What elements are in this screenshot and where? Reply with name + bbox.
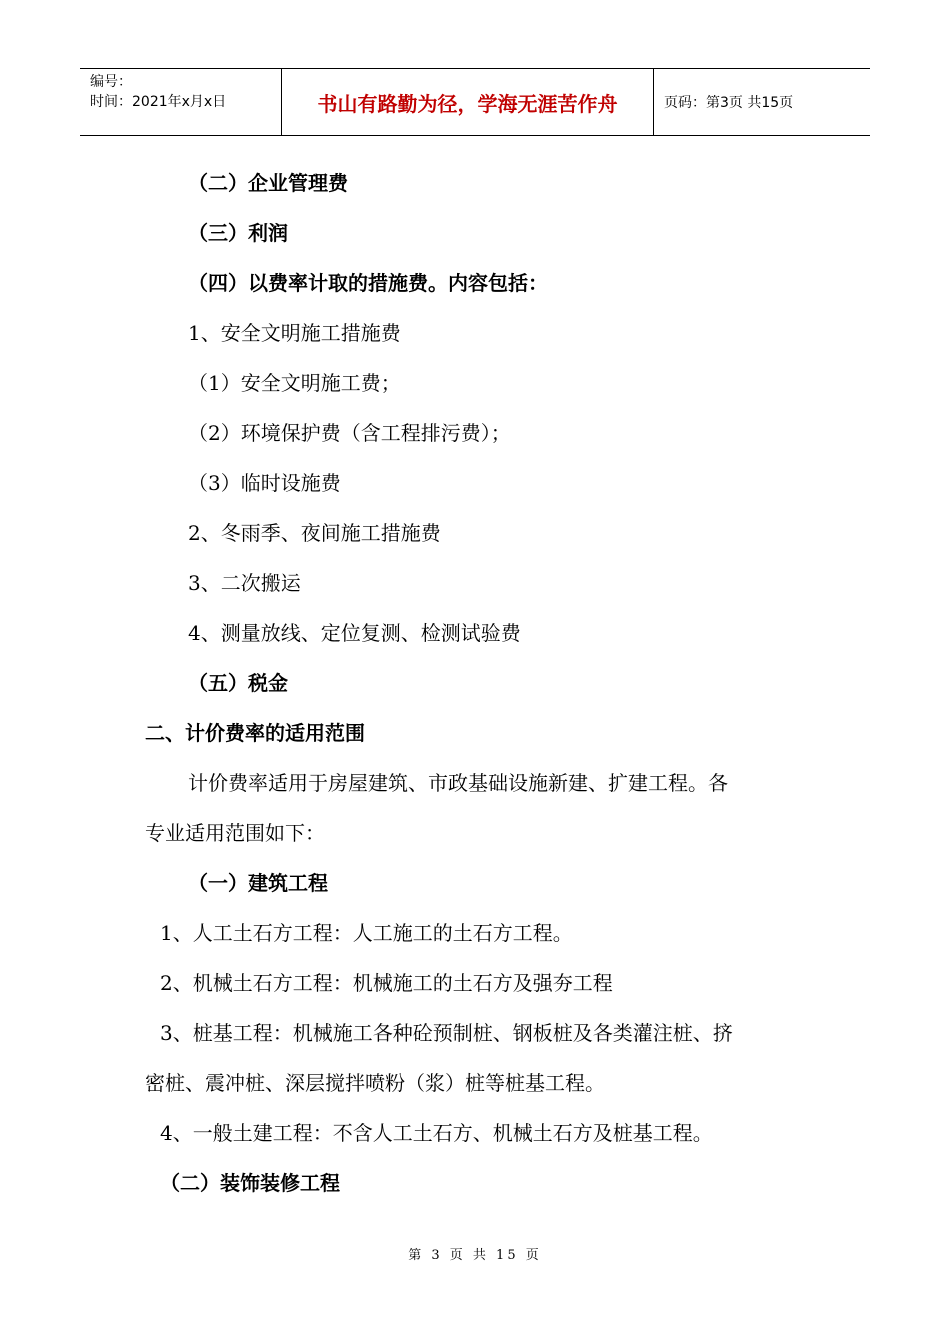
list-item: 3、二次搬运	[188, 571, 301, 595]
heading-tax: （五）税金	[188, 671, 288, 695]
list-item: 4、一般土建工程：不含人工土石方、机械土石方及桩基工程。	[160, 1121, 713, 1145]
paragraph-line: 计价费率适用于房屋建筑、市政基础设施新建、扩建工程。各	[188, 771, 728, 795]
heading-decoration-works: （二）装饰装修工程	[160, 1171, 340, 1195]
list-item: （2）环境保护费（含工程排污费）；	[188, 421, 511, 445]
heading-building-works: （一）建筑工程	[188, 871, 328, 895]
header-meta	[80, 69, 282, 135]
paragraph-line: 专业适用范围如下：	[145, 821, 325, 845]
header-motto: 书山有路勤为径，学海无涯苦作舟	[282, 69, 654, 135]
list-item: 1、安全文明施工措施费	[188, 321, 401, 345]
header-page-info: 页码：第3页 共15页	[664, 95, 794, 111]
heading-profit: （三）利润	[188, 221, 288, 245]
list-item: （1）安全文明施工费；	[188, 371, 401, 395]
list-item: 1、人工土石方工程：人工施工的土石方工程。	[160, 921, 573, 945]
page-footer: 第 3 页 共 15 页	[408, 1248, 542, 1263]
list-item-continuation: 密桩、震冲桩、深层搅拌喷粉（浆）桩等桩基工程。	[145, 1071, 605, 1095]
section-heading-scope: 二、计价费率的适用范围	[145, 721, 365, 745]
page-header	[80, 68, 870, 136]
list-item: 4、测量放线、定位复测、检测试验费	[188, 621, 521, 645]
list-item: 3、桩基工程：机械施工各种砼预制桩、钢板桩及各类灌注桩、挤	[160, 1021, 733, 1045]
heading-measure-fee: （四）以费率计取的措施费。内容包括：	[188, 271, 548, 295]
list-item: 2、机械土石方工程：机械施工的土石方及强夯工程	[160, 971, 613, 995]
heading-management-fee: （二）企业管理费	[188, 171, 348, 195]
number-label: 编号：	[90, 74, 132, 90]
list-item: （3）临时设施费	[188, 471, 341, 495]
date-label: 时间：2021年x月x日	[90, 94, 227, 110]
list-item: 2、冬雨季、夜间施工措施费	[188, 521, 441, 545]
